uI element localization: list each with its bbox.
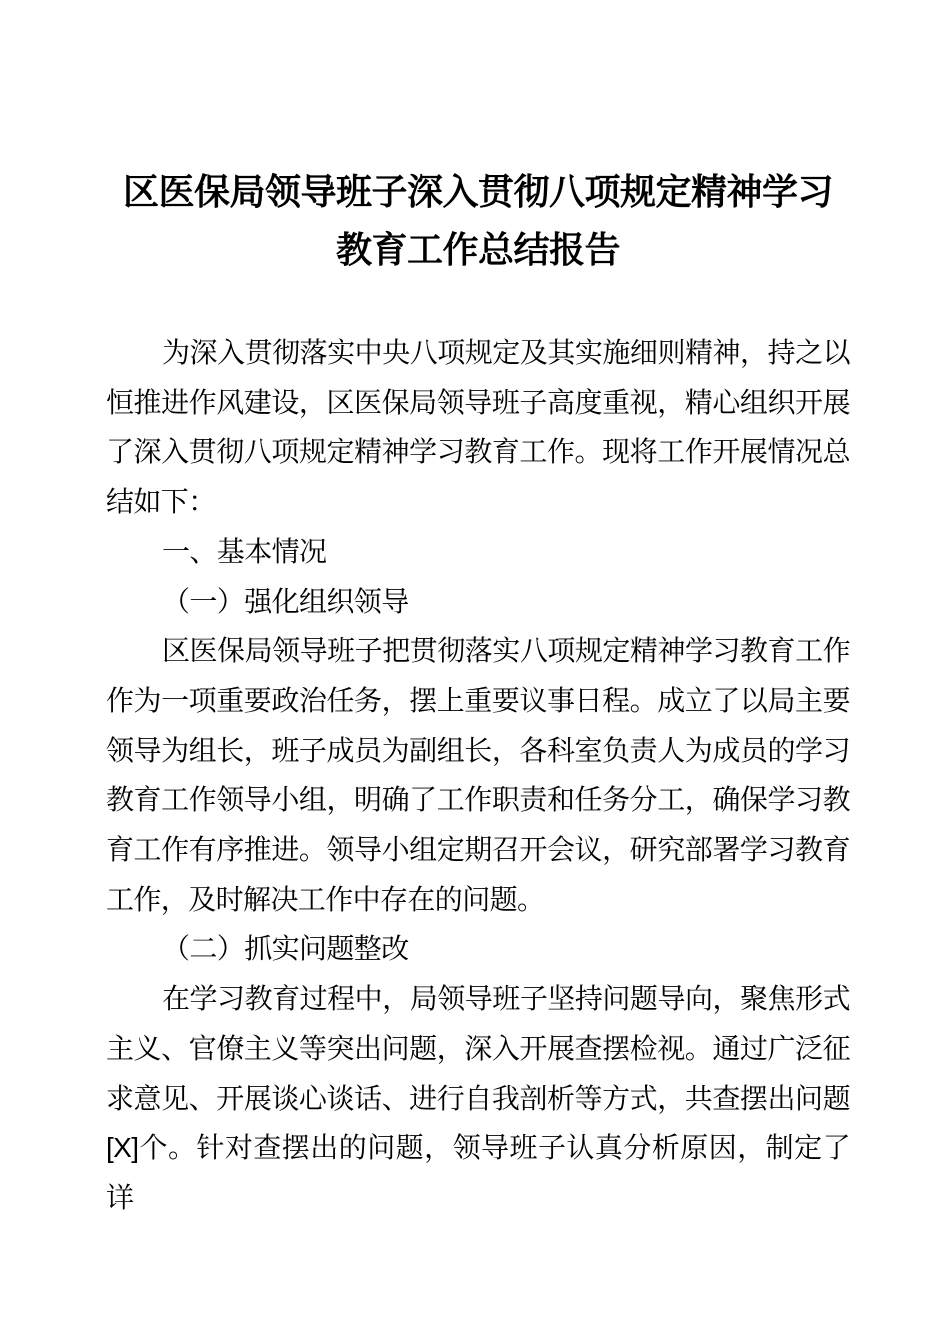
- paragraph-organization-leadership: 区医保局领导班子把贯彻落实八项规定精神学习教育工作作为一项重要政治任务，摆上重要议事日程。成立了以局主要领导为组长，班子成员为副组长，各科室负责人为成员的学习教育工作领导小组，明确了工作职责和任务分工，确保学习教育工作有序推进。领导小组定期召开会议，研究部署学习教育工作，及时解决工作中存在的问题。: [106, 635, 850, 915]
- paragraph-problem-rectification: 在学习教育过程中，局领导班子坚持问题导向，聚焦形式主义、官僚主义等突出问题，深入开展查摆检视。通过广泛征求意见、开展谈心谈话、进行自我剖析等方式，共查摆出问题[X]个。针对查摆出的问题，领导班子认真分析原因，制定了详: [106, 983, 850, 1213]
- document-body: [106, 328, 850, 1223]
- paragraph-intro: 为深入贯彻落实中央八项规定及其实施细则精神，持之以恒推进作风建设，区医保局领导班子高度重视，精心组织开展了深入贯彻八项规定精神学习教育工作。现将工作开展情况总结如下：: [106, 337, 850, 518]
- document-title: 区医保局领导班子深入贯彻八项规定精神学习教育工作总结报告: [122, 171, 833, 270]
- section-heading-1: 一、基本情况: [162, 535, 327, 567]
- subsection-heading-1-2: （二）抓实问题整改: [162, 933, 409, 965]
- subsection-heading-1-1: （一）强化组织领导: [162, 585, 409, 617]
